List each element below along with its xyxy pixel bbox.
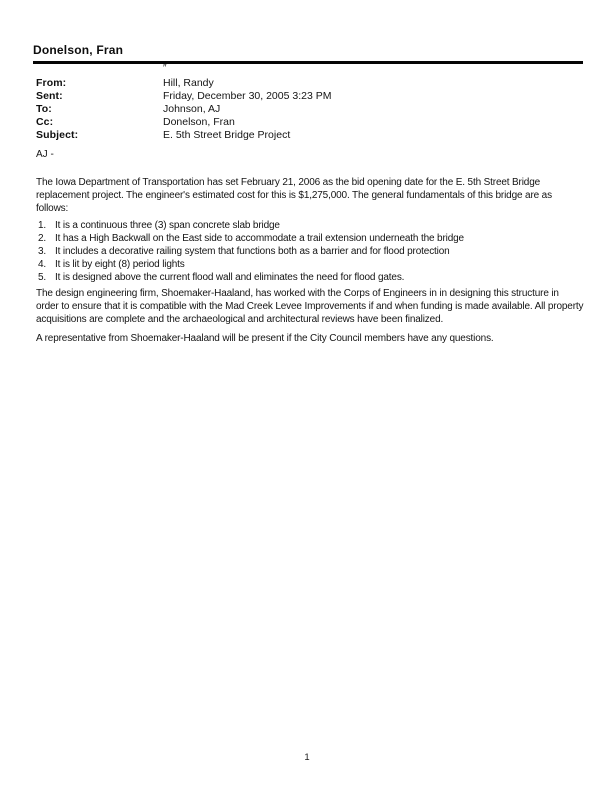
- list-item-text: It has a High Backwall on the East side to accommodate a trail extension underneath the bridge: [55, 233, 464, 244]
- list-item: [38, 232, 584, 245]
- header-value-to: Johnson, AJ: [163, 103, 221, 115]
- list-item: [38, 271, 584, 284]
- header-row-subject: [36, 129, 576, 142]
- list-item-number: 4.: [38, 259, 47, 270]
- paragraph-representative: A representative from Shoemaker-Haaland will be present if the City Council members have any questions.: [36, 333, 494, 344]
- list-item: [38, 219, 584, 232]
- header-value-cc: Donelson, Fran: [163, 116, 235, 128]
- header-value-sent: Friday, December 30, 2005 3:23 PM: [163, 90, 332, 102]
- list-item: [38, 245, 584, 258]
- header-row-to: [36, 103, 576, 116]
- header-divider-rule: [33, 61, 583, 64]
- paragraph-design-firm: The design engineering firm, Shoemaker-Haaland, has worked with the Corps of Engineers in in designing this structure in order to ensure that it is compatible with the Mad Creek Levee Improvements if and when funding is made available. All property acquisitions are complete and the archaeological and architectural reviews have been finalized.: [36, 288, 584, 325]
- salutation-text: AJ -: [36, 149, 54, 160]
- list-item-number: 2.: [38, 233, 47, 244]
- recipient-name-heading: Donelson, Fran: [33, 43, 124, 57]
- header-label-cc: Cc:: [36, 116, 54, 128]
- list-item-text: It is a continuous three (3) span concrete slab bridge: [55, 220, 280, 231]
- list-item: [38, 258, 584, 271]
- list-item-text: It is designed above the current flood wall and eliminates the need for flood gates.: [55, 272, 405, 283]
- header-label-subject: Subject:: [36, 129, 79, 141]
- header-label-from: From:: [36, 77, 67, 89]
- list-item-number: 3.: [38, 246, 47, 257]
- header-label-sent: Sent:: [36, 90, 63, 102]
- list-item-number: 1.: [38, 220, 47, 231]
- header-value-subject: E. 5th Street Bridge Project: [163, 129, 291, 141]
- list-item-text: It includes a decorative railing system that functions both as a barrier and for flood protection: [55, 246, 450, 257]
- email-header-block: [36, 77, 576, 142]
- header-row-cc: [36, 116, 576, 129]
- header-value-from: Hill, Randy: [163, 77, 214, 89]
- list-item-number: 5.: [38, 272, 47, 283]
- paragraph-bid-opening: The Iowa Department of Transportation has set February 21, 2006 as the bid opening date for the E. 5th Street Bridge replacement project. The engineer's estimated cost for this is $1,275,000. The general fundamentals of this bridge are as follows:: [36, 177, 552, 214]
- page-number: 1: [304, 752, 310, 763]
- scan-artifact-mark: ″: [163, 63, 167, 74]
- list-item-text: It is lit by eight (8) period lights: [55, 259, 185, 270]
- bridge-feature-list: [38, 219, 584, 284]
- header-row-sent: [36, 90, 576, 103]
- header-row-from: [36, 77, 576, 90]
- header-label-to: To:: [36, 103, 52, 115]
